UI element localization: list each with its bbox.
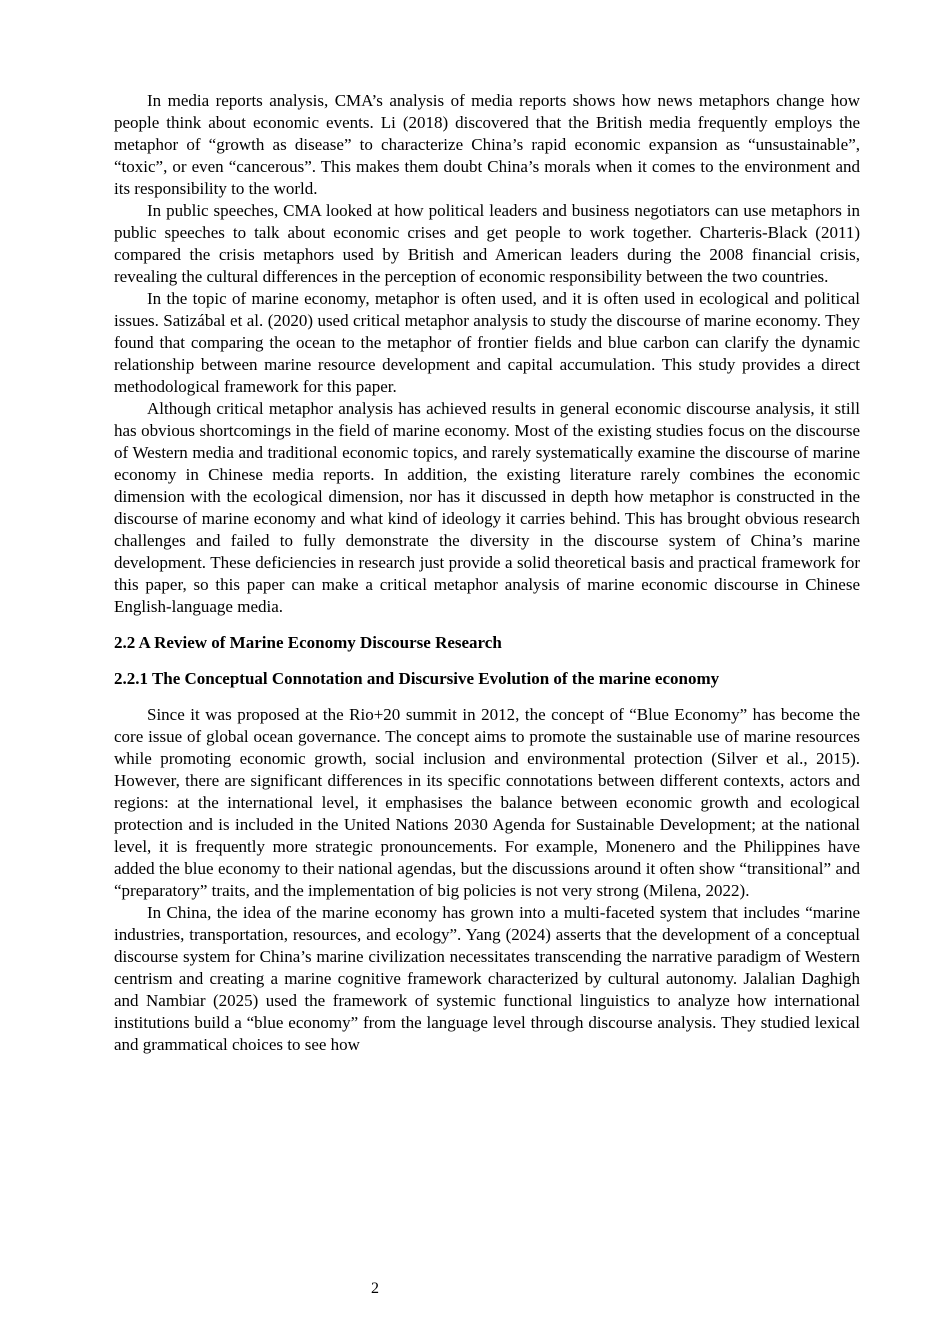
paragraph-media-reports: In media reports analysis, CMA’s analysis of media reports shows how news metaphors change how people think about economic events. Li (2018) discovered that the British media frequently employs the metaphor of “growth as disease” to characterize China’s rapid economic expansion as “unsustainable”, “toxic”, or even “cancerous”. This makes them doubt China’s morals when it comes to the environment and its responsibility to the world. — [114, 91, 860, 198]
paragraph-china-marine-economy: In China, the idea of the marine economy has grown into a multi-faceted system that includes “marine industries, transportation, resources, and ecology”. Yang (2024) asserts that the development of a conceptual discourse system for China’s marine civilization necessitates transcending the narrative paradigm of Western centrism and creating a marine cognitive framework characterized by cultural autonomy. Jalalian Daghigh and Nambiar (2025) used the framework of systemic functional linguistics to analyze how international institutions build a “blue economy” from the language level through discourse analysis. They studied lexical and grammatical choices to see how — [114, 903, 860, 1054]
section-heading: 2.2 A Review of Marine Economy Discourse Research — [114, 633, 502, 652]
subsection-heading: 2.2.1 The Conceptual Connotation and Discursive Evolution of the marine economy — [114, 669, 720, 688]
paragraph-marine-economy-topic: In the topic of marine economy, metaphor is often used, and it is often used in ecological and political issues. Satizábal et al. (2020) used critical metaphor analysis to study the discourse of marine economy. They found that comparing the ocean to the metaphor of frontier fields and blue carbon can clarify the dynamic relationship between marine resource development and capital accumulation. This study provides a direct methodological framework for this paper. — [114, 289, 860, 396]
paragraph-blue-economy: Since it was proposed at the Rio+20 summit in 2012, the concept of “Blue Economy” has become the core issue of global ocean governance. The concept aims to promote the sustainable use of marine resources while promoting economic growth, social inclusion and environmental protection (Silver et al., 2015). However, there are significant differences in its specific connotations between different contexts, actors and regions: at the international level, it emphasises the balance between economic growth and ecological protection and is included in the United Nations 2030 Agenda for Sustainable Development; at the national level, it is frequently more strategic pronouncements. For example, Monenero and the Philippines have added the blue economy to their national agendas, but the discussions around it often show “transitional” and “preparatory” traits, and the implementation of big policies is not very strong (Milena, 2022). — [114, 705, 860, 900]
paragraph-shortcomings: Although critical metaphor analysis has achieved results in general economic discourse analysis, it still has obvious shortcomings in the field of marine economy. Most of the existing studies focus on the discourse of Western media and traditional economic topics, and rarely systematically examine the discourse of marine economy in Chinese media reports. In addition, the existing literature rarely combines the economic dimension with the ecological dimension, nor has it discussed in depth how metaphor is constructed in the discourse of marine economy and what kind of ideology it carries behind. This has brought obvious research challenges and failed to fully demonstrate the diversity in the discourse system of China’s marine development. These deficiencies in research just provide a solid theoretical basis and practical framework for this paper, so this paper can make a critical metaphor analysis of marine economic discourse in Chinese English-language media. — [114, 399, 860, 616]
page-number: 2 — [371, 1280, 379, 1297]
page-body — [114, 90, 860, 1056]
paragraph-public-speeches: In public speeches, CMA looked at how political leaders and business negotiators can use metaphors in public speeches to talk about economic crises and get people to work together. Charteris-Black (2011) compared the crisis metaphors used by British and American leaders during the 2008 financial crisis, revealing the cultural differences in the perception of economic responsibility between the two countries. — [114, 201, 860, 286]
